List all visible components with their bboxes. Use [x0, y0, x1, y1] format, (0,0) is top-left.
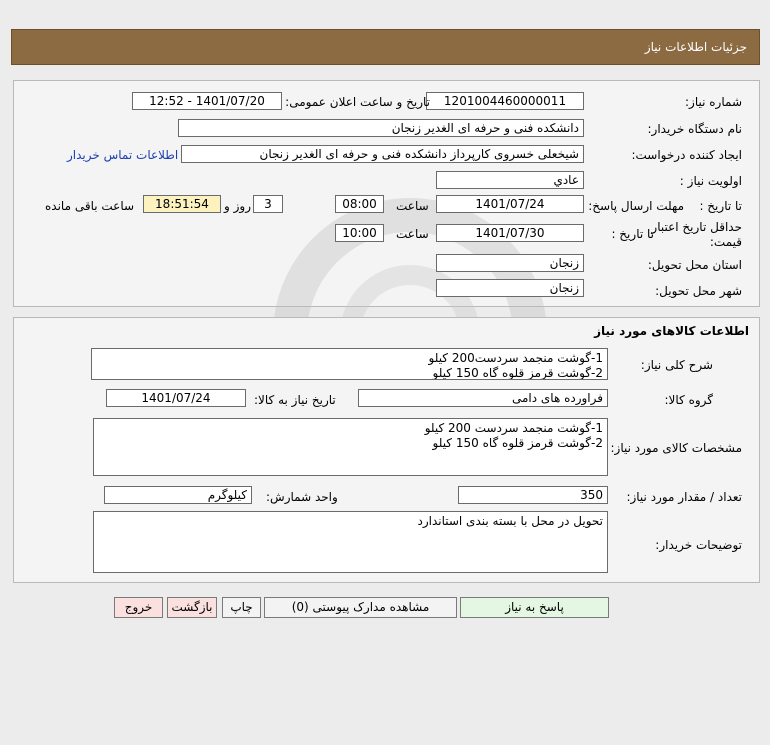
- qty-label: تعداد / مقدار مورد نیاز:: [626, 490, 742, 504]
- buyer-org-field: دانشکده فنی و حرفه ای الغدیر زنجان: [178, 119, 584, 137]
- validity-time-field: 10:00: [335, 224, 384, 242]
- summary-field: [91, 348, 608, 380]
- province-label: استان محل تحویل:: [647, 258, 742, 272]
- days-label: روز و: [224, 199, 251, 213]
- spec-line-1: 1-گوشت منجمد سردست 200 کیلو: [424, 421, 603, 435]
- page-title: جزئیات اطلاعات نیاز: [644, 40, 747, 54]
- reply-date-field: 1401/07/24: [436, 195, 584, 213]
- buyer-org-label: نام دستگاه خریدار:: [647, 122, 742, 136]
- spec-label: مشخصات کالای مورد نیاز:: [610, 441, 742, 455]
- need-number-label: شماره نیاز:: [685, 95, 742, 109]
- validity-label-2: قیمت:: [709, 235, 742, 249]
- announce-field: 1401/07/20 - 12:52: [132, 92, 282, 110]
- validity-time-label: ساعت: [396, 227, 429, 241]
- city-label: شهر محل تحویل:: [655, 284, 742, 298]
- reply-time-field: 08:00: [335, 195, 384, 213]
- need-date-label: تاریخ نیاز به کالا:: [254, 393, 336, 407]
- validity-label-1: حداقل تاریخ اعتبار: [651, 220, 742, 234]
- announce-label: تاریخ و ساعت اعلان عمومی:: [285, 95, 430, 109]
- reply-time-label: ساعت: [396, 199, 429, 213]
- buyer-contact-link[interactable]: اطلاعات تماس خریدار: [67, 148, 179, 162]
- exit-button[interactable]: خروج: [114, 597, 163, 618]
- remaining-time-field: 18:51:54: [143, 195, 221, 213]
- reply-deadline-label: مهلت ارسال پاسخ:: [588, 199, 684, 213]
- qty-field: 350: [458, 486, 608, 504]
- summary-line-2: 2-گوشت قرمز قلوه گاه 150 کیلو: [432, 366, 603, 380]
- page-header: [11, 29, 760, 65]
- unit-label: واحد شمارش:: [266, 490, 338, 504]
- city-field: زنجان: [436, 279, 584, 297]
- summary-label: شرح کلی نیاز:: [640, 358, 713, 372]
- goods-group-label: گروه کالا:: [664, 393, 713, 407]
- requester-field: شیخعلی خسروی کارپرداز دانشکده فنی و حرفه ای الغدیر زنجان: [181, 145, 584, 163]
- province-field: زنجان: [436, 254, 584, 272]
- unit-field: کیلوگرم: [104, 486, 252, 504]
- spec-line-2: 2-گوشت قرمز قلوه گاه 150 کیلو: [432, 436, 603, 450]
- reply-button[interactable]: پاسخ به نیاز: [460, 597, 609, 618]
- need-number-field: 1201004460000011: [426, 92, 584, 110]
- print-button[interactable]: چاپ: [222, 597, 261, 618]
- requester-label: ایجاد کننده درخواست:: [631, 148, 742, 162]
- back-button[interactable]: بازگشت: [167, 597, 217, 618]
- spec-field: [93, 418, 608, 476]
- need-date-field: 1401/07/24: [106, 389, 246, 407]
- remaining-label: ساعت باقی مانده: [45, 199, 135, 213]
- summary-line-1: 1-گوشت منجمد سردست200 کیلو: [428, 351, 603, 365]
- validity-to-date-label: تا تاریخ :: [611, 227, 654, 241]
- view-documents-button[interactable]: مشاهده مدارک پیوستی (0): [264, 597, 457, 618]
- priority-label: اولویت نیاز :: [679, 174, 742, 188]
- priority-field: عادي: [436, 171, 584, 189]
- goods-group-field: فراورده های دامی: [358, 389, 608, 407]
- validity-date-field: 1401/07/30: [436, 224, 584, 242]
- buyer-notes-label: توضیحات خریدار:: [655, 538, 742, 552]
- reply-to-date-label: تا تاریخ :: [699, 199, 742, 213]
- buyer-notes-field: تحویل در محل با بسته بندی استاندارد: [93, 511, 608, 573]
- goods-section-title: اطلاعات کالاهای مورد نیاز: [594, 324, 749, 338]
- days-remaining-field: 3: [253, 195, 283, 213]
